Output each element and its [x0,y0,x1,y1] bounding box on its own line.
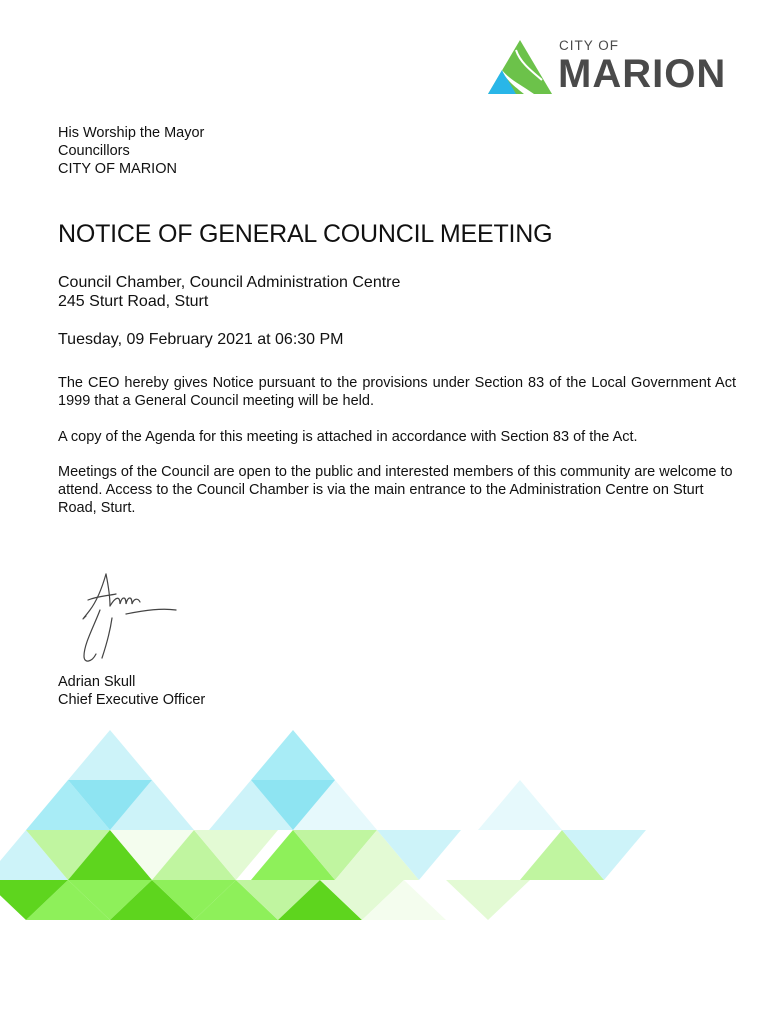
logo-marion-text: MARION [558,52,727,96]
logo-mountain-icon [486,36,558,98]
addressee-line: His Worship the Mayor [58,125,205,141]
addressee-line: CITY OF MARION [58,161,177,177]
signer-block [58,673,205,709]
meeting-datetime: Tuesday, 09 February 2021 at 06:30 PM [58,331,344,348]
decorative-triangle-pattern [0,730,770,930]
addressee-line: Councillors [58,143,130,159]
public-access-paragraph: Meetings of the Council are open to the public and interested members of this community are welcome to attend. Access to the Council Chamber is via the main entrance to the Administration Centre on Sturt Road, Sturt. [58,464,733,516]
venue-line: Council Chamber, Council Administration Centre [58,274,401,291]
notice-title: NOTICE OF GENERAL COUNCIL MEETING [58,220,553,248]
signer-position: Chief Executive Officer [58,692,206,708]
agenda-paragraph: A copy of the Agenda for this meeting is attached in accordance with Section 83 of the Act. [58,429,638,445]
city-of-marion-logo [486,36,736,100]
signature-image [66,566,186,666]
logo-city-of-text: CITY OF [559,38,620,53]
venue-block [58,273,400,311]
addressee-block [58,124,204,178]
notice-paragraph: The CEO hereby gives Notice pursuant to the provisions under Section 83 of the Local Government Act 1999 that a General Council meeting will be held. [58,375,736,409]
signer-name: Adrian Skull [58,674,136,690]
venue-line: 245 Sturt Road, Sturt [58,293,209,310]
